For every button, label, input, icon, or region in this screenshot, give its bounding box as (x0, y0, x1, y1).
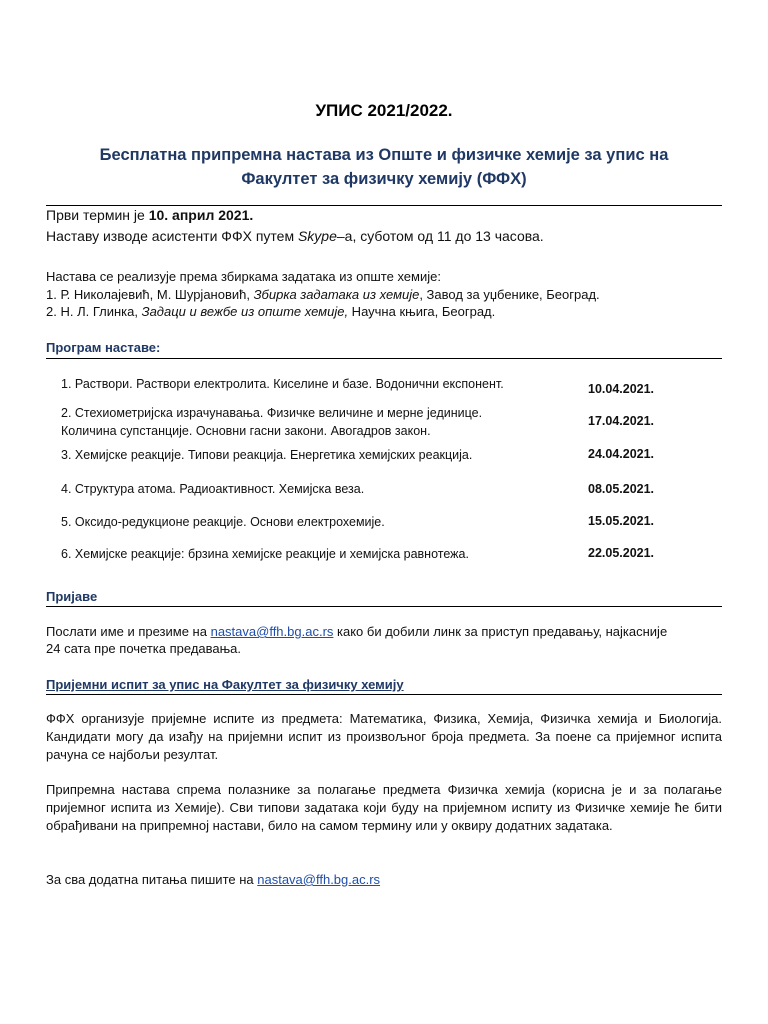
applications-text (46, 623, 667, 640)
book-1 (46, 286, 600, 303)
program-date: 17.04.2021. (588, 414, 655, 428)
book-2-authors: 2. Н. Л. Глинка, (46, 304, 142, 319)
skype-text: Skype (297, 228, 337, 244)
first-term-label: Први термин је (46, 207, 149, 223)
program-topic: 2. Стехиометријска израчунавања. Физичке величине и мерне јединице. (61, 406, 483, 420)
email-link[interactable]: nastava@ffh.bg.ac.rs (210, 624, 334, 639)
exam-paragraph-1: ФФХ организује пријемне испите из предмета: Математика, Физика, Хемија, Физичка хемија и Биологија. Кандидати могу да изађу на пријемни испит из произвољног броја предмета. За поене са пријемног испита рачуна се најбољи резултат. (46, 711, 722, 762)
books-heading: Настава се реализује према збиркама задатака из опште хемије: (46, 269, 441, 284)
exam-heading: Пријемни испит за упис на Факултет за физичку хемију (46, 677, 404, 692)
program-topic: 6. Хемијске реакције: брзина хемијске реакције и хемијска равнотежа. (61, 547, 469, 561)
book-2 (46, 303, 495, 320)
program-topic: 3. Хемијске реакције. Типови реакција. Енергетика хемијских реакција. (61, 448, 473, 462)
first-term-date: 10. април 2021. (148, 207, 254, 223)
contact-line (46, 871, 380, 888)
teachers-prefix: Наставу изводе асистенти ФФХ путем (46, 228, 298, 244)
subtitle-line-1: Бесплатна припремна настава из Опште и физичке хемије за упис на (99, 146, 669, 164)
program-date: 08.05.2021. (588, 482, 655, 496)
applications-prefix: Послати име и презиме на (46, 624, 211, 639)
program-date: 22.05.2021. (588, 546, 655, 560)
page-title: УПИС 2021/2022. (315, 101, 453, 120)
program-date: 24.04.2021. (588, 447, 655, 461)
applications-heading: Пријаве (46, 589, 98, 604)
contact-prefix: За сва додатна питања пишите на (46, 872, 258, 887)
first-term (46, 207, 253, 224)
book-2-title: Задаци и вежбе из опште хемије, (141, 304, 349, 319)
divider (46, 694, 722, 695)
applications-suffix: како би добили линк за приступ предавању, најкасније (333, 624, 668, 639)
program-topic: 5. Оксидо-редукционе реакције. Основи електрохемије. (61, 515, 385, 529)
program-heading: Програм наставе: (46, 340, 161, 355)
program-topic: 4. Структура атома. Радиоактивност. Хемијска веза. (61, 482, 365, 496)
program-date: 15.05.2021. (588, 514, 655, 528)
subtitle-line-2: Факултет за физичку хемију (ФФХ) (241, 170, 527, 188)
divider (46, 606, 722, 607)
divider (46, 205, 722, 206)
exam-paragraph-2: Припремна настава спрема полазнике за полагање предмета Физичка хемија (корисна је и за полагање пријемног испита из Хемије). Сви типови задатака који буду на пријемном испиту из Физичке хемије ће бити обрађивани на припремној настави, било на самом термину или у оквиру додатних задатака. (46, 782, 722, 833)
divider (46, 358, 722, 359)
book-1-authors: 1. Р. Николајевић, М. Шурјановић, (46, 287, 254, 302)
program-topic: 1. Раствори. Раствори електролита. Киселине и базе. Водонични експонент. (61, 377, 504, 391)
book-1-publisher: , Завод за уџбенике, Београд. (419, 287, 600, 302)
book-2-publisher: Научна књига, Београд. (348, 304, 496, 319)
program-topic-continued: Количина супстанције. Основни гасни закони. Авогадров закон. (61, 424, 431, 438)
teachers-line (46, 228, 544, 245)
teachers-suffix: –а, суботом од 11 до 13 часова. (336, 228, 544, 244)
book-1-title: Збирка задатака из хемије (253, 287, 420, 302)
applications-text-line-2: 24 сата пре почетка предавања. (46, 641, 242, 656)
contact-email-link[interactable]: nastava@ffh.bg.ac.rs (257, 872, 381, 887)
program-date: 10.04.2021. (588, 382, 655, 396)
